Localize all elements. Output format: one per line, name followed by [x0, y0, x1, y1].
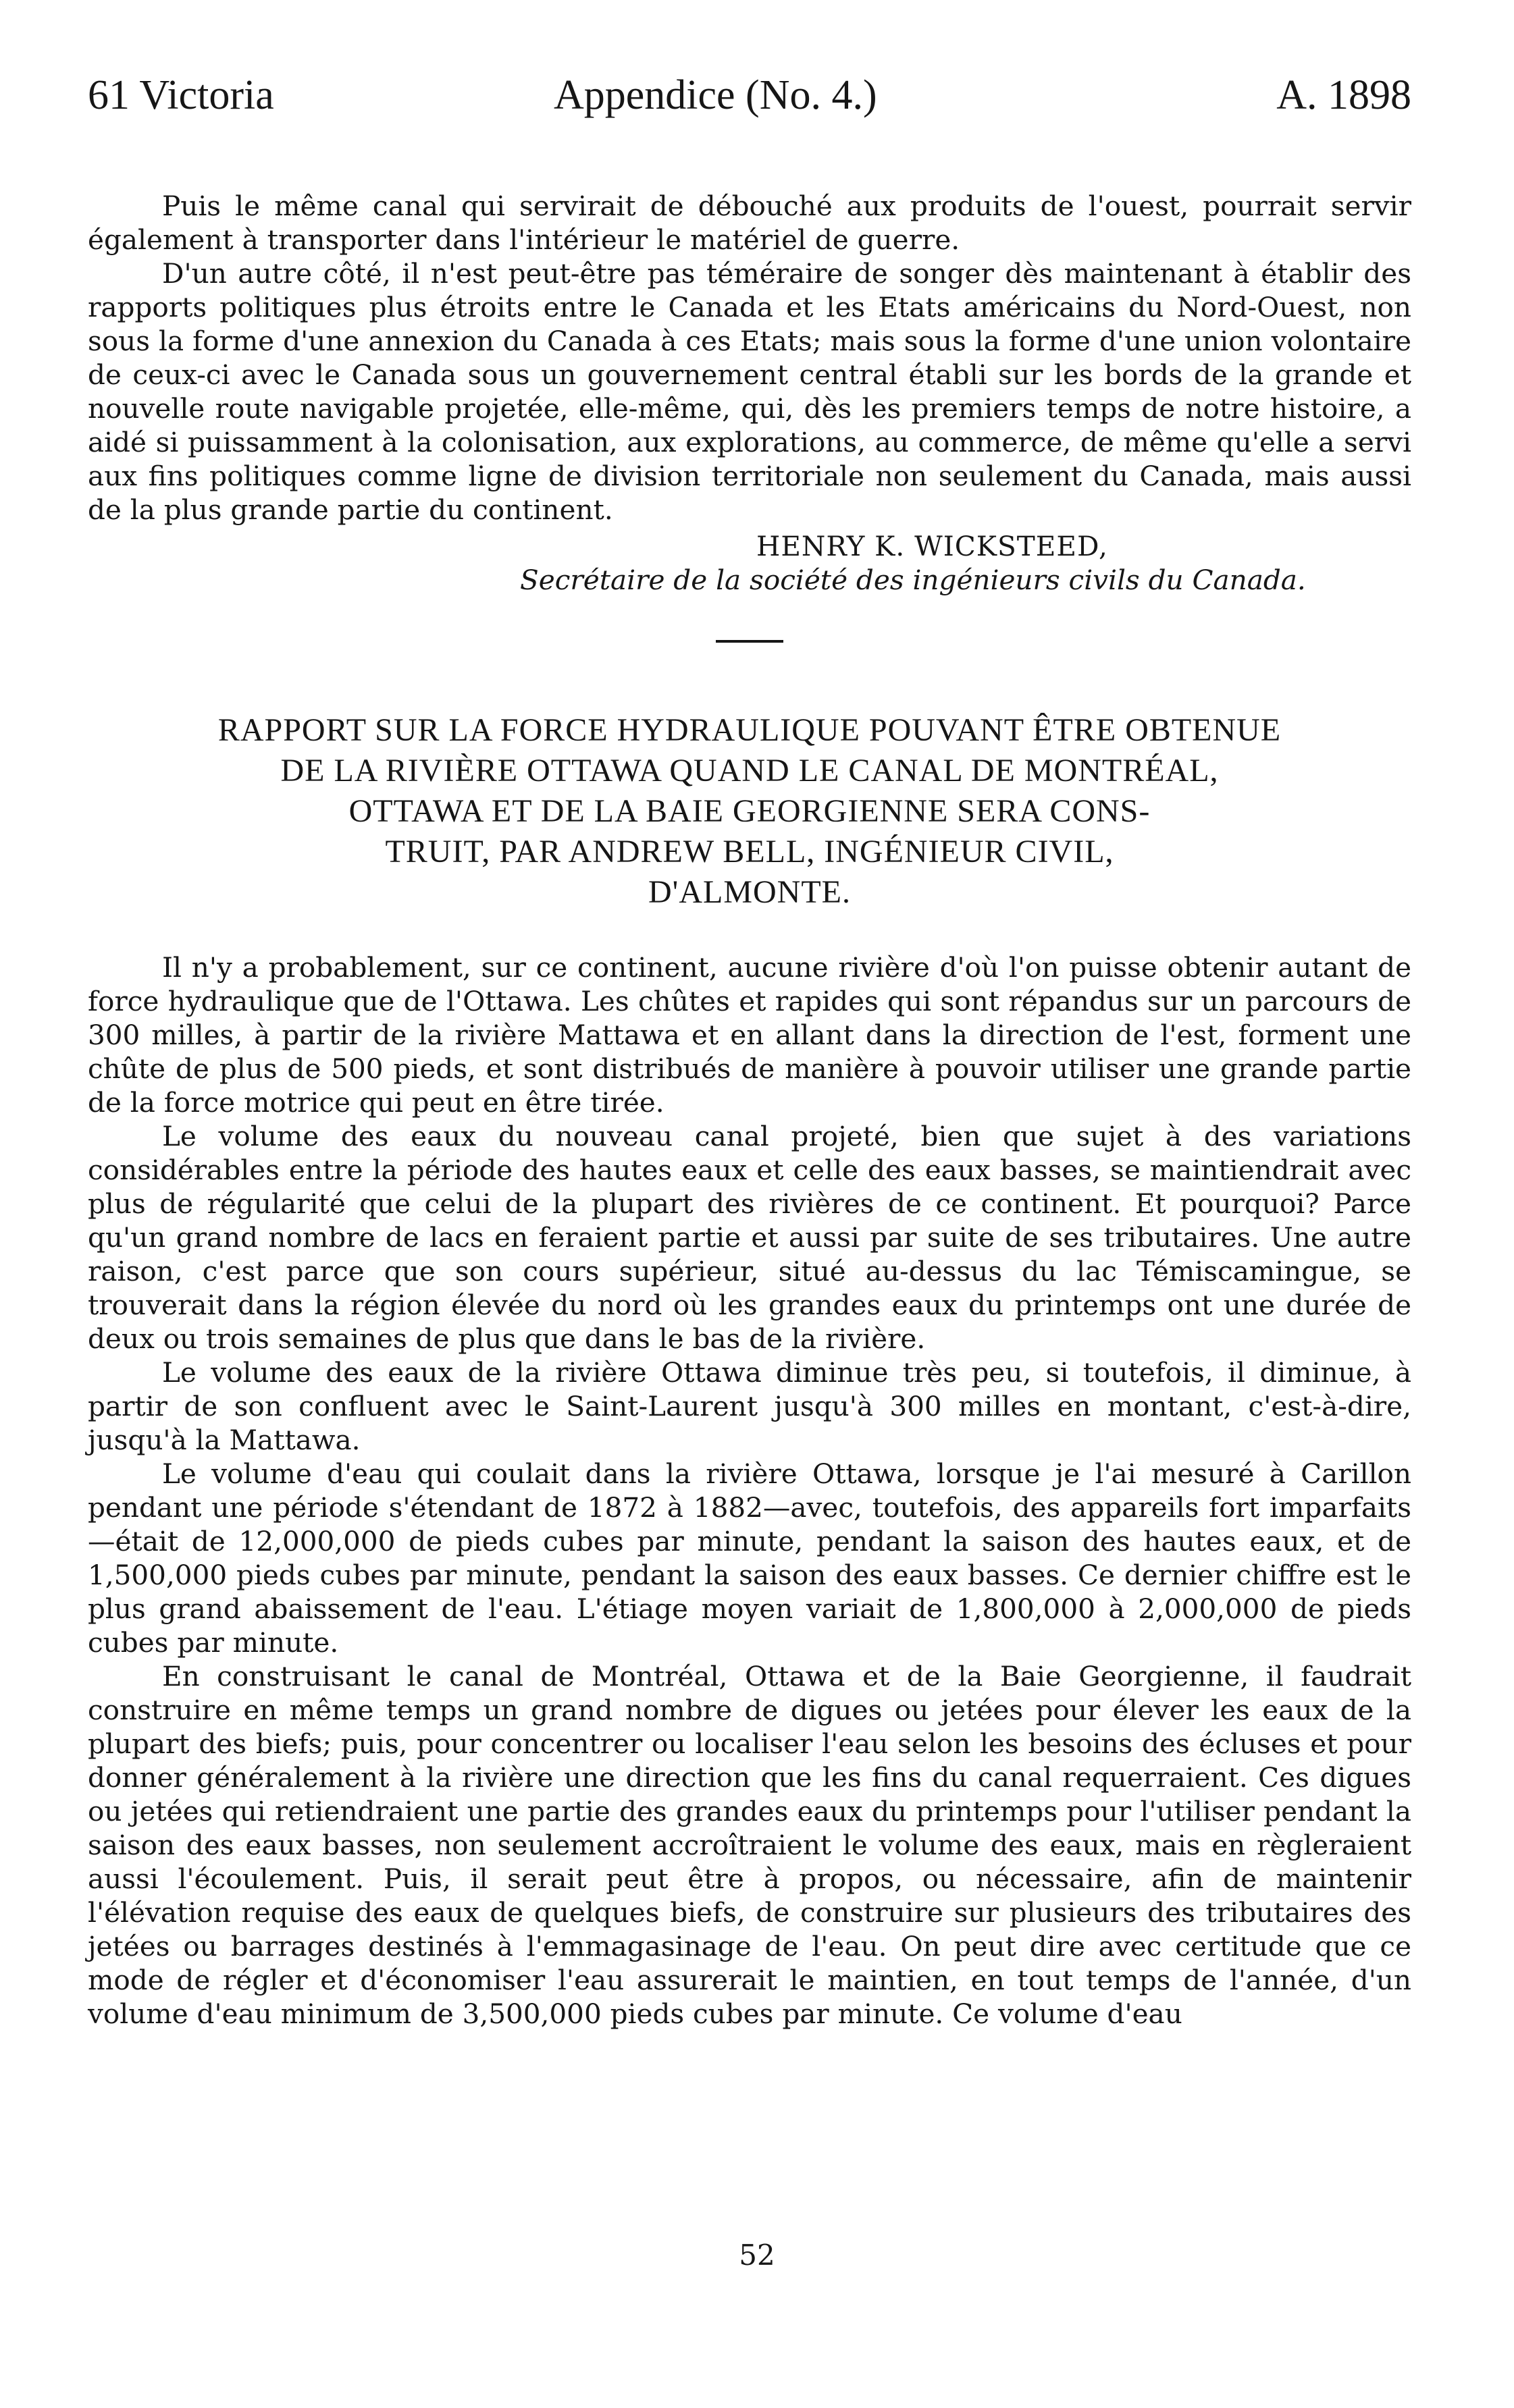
intro-paragraph: Puis le même canal qui servirait de débouché aux produits de l'ouest, pourrait servir également à transporter dans l'intérieur le matériel de guerre. [88, 190, 1411, 256]
header-year: A. 1898 [1276, 72, 1411, 118]
signature-title: Secrétaire de la société des ingénieurs civils du Canada. [520, 564, 1306, 596]
report-paragraph: Il n'y a probablement, sur ce continent, aucune rivière d'où l'on puisse obtenir autant de force hydraulique que de l'Ottawa. Les chûtes et rapides qui sont répandus sur un parcours de 300 milles, à partir de la rivière Mattawa et en allant dans la direction de l'est, forment une chûte de plus de 500 pieds, et sont distribués de manière à pouvoir utiliser une grande partie de la force motrice qui peut en être tirée. [88, 951, 1411, 1119]
report-title-line: DE LA RIVIÈRE OTTAWA QUAND LE CANAL DE MONTRÉAL, [280, 753, 1219, 788]
report-body [88, 951, 1411, 2031]
signature-name: HENRY K. WICKSTEED, [756, 530, 1108, 562]
page-number: 52 [739, 2239, 775, 2272]
signature-block [88, 529, 1411, 597]
intro-paragraph: D'un autre côté, il n'est peut-être pas téméraire de songer dès maintenant à établir des rapports politiques plus étroits entre le Canada et les Etats américains du Nord-Ouest, non sous la forme d'une annexion du Canada à ces Etats; mais sous la forme d'une union volontaire de ceux-ci avec le Canada sous un gouvernement central établi sur les bords de la grande et nouvelle route navigable projetée, elle-même, qui, dès les premiers temps de notre histoire, a aidé si puissamment à la colonisation, aux explorations, au commerce, de même qu'elle a servi aux fins politiques comme ligne de division territoriale non seulement du Canada, mais aussi de la plus grande partie du continent. [88, 257, 1411, 526]
report-paragraph: Le volume des eaux du nouveau canal projeté, bien que sujet à des variations considérables entre la période des hautes eaux et celle des eaux basses, se maintiendrait avec plus de régularité que celui de la plupart des rivières de ce continent. Et pourquoi? Parce qu'un grand nombre de lacs en feraient partie et aussi par suite de ses tributaires. Une autre raison, c'est parce que son cours supérieur, situé au-dessus du lac Témiscamingue, se trouverait dans la région élevée du nord où les grandes eaux du printemps ont une durée de deux ou trois semaines de plus que dans le bas de la rivière. [88, 1120, 1411, 1355]
report-title [88, 710, 1411, 913]
report-title-line: TRUIT, PAR ANDREW BELL, INGÉNIEUR CIVIL, [385, 834, 1114, 869]
header-session: 61 Victoria [88, 72, 274, 118]
document-page [88, 74, 1411, 2031]
report-paragraph: En construisant le canal de Montréal, Ottawa et de la Baie Georgienne, il faudrait construire en même temps un grand nombre de digues ou jetées pour élever les eaux de la plupart des biefs; puis, pour concentrer ou localiser l'eau selon les besoins des écluses et pour donner généralement à la rivière une direction que les fins du canal requerraient. Ces digues ou jetées qui retiendraient une partie des grandes eaux du printemps pour l'utiliser pendant la saison des eaux basses, non seulement accroîtraient le volume des eaux, mais en règleraient aussi l'écoulement. Puis, il serait peut être à propos, ou nécessaire, afin de maintenir l'élévation requise des eaux de quelques biefs, de construire sur plusieurs des tributaires des jetées ou barrages destinés à l'emmagasinage de l'eau. On peut dire avec certitude que ce mode de régler et d'économiser l'eau assurerait le maintien, en tout temps de l'année, d'un volume d'eau minimum de 3,500,000 pieds cubes par minute. Ce volume d'eau [88, 1660, 1411, 2030]
report-title-line: RAPPORT SUR LA FORCE HYDRAULIQUE POUVANT ÊTRE OBTENUE [217, 712, 1282, 748]
header-appendix: Appendice (No. 4.) [554, 72, 877, 118]
report-paragraph: Le volume des eaux de la rivière Ottawa diminue très peu, si toutefois, il diminue, à partir de son confluent avec le Saint-Laurent jusqu'à 300 milles en montant, c'est-à-dire, jusqu'à la Mattawa. [88, 1356, 1411, 1456]
running-header [88, 74, 1411, 135]
report-paragraph: Le volume d'eau qui coulait dans la rivière Ottawa, lorsque je l'ai mesuré à Carillon pendant une période s'étendant de 1872 à 1882—avec, toutefois, des appareils fort imparfaits—était de 12,000,000 de pieds cubes par minute, pendant la saison des hautes eaux, et de 1,500,000 pieds cubes par minute, pendant la saison des eaux basses. Ce dernier chiffre est le plus grand abaissement de l'eau. L'étiage moyen variait de 1,800,000 à 2,000,000 de pieds cubes par minute. [88, 1457, 1411, 1659]
intro-section [88, 189, 1411, 527]
section-divider [716, 640, 783, 643]
report-title-line: OTTAWA ET DE LA BAIE GEORGIENNE SERA CONS- [348, 793, 1151, 829]
report-title-line: D'ALMONTE. [648, 874, 851, 910]
